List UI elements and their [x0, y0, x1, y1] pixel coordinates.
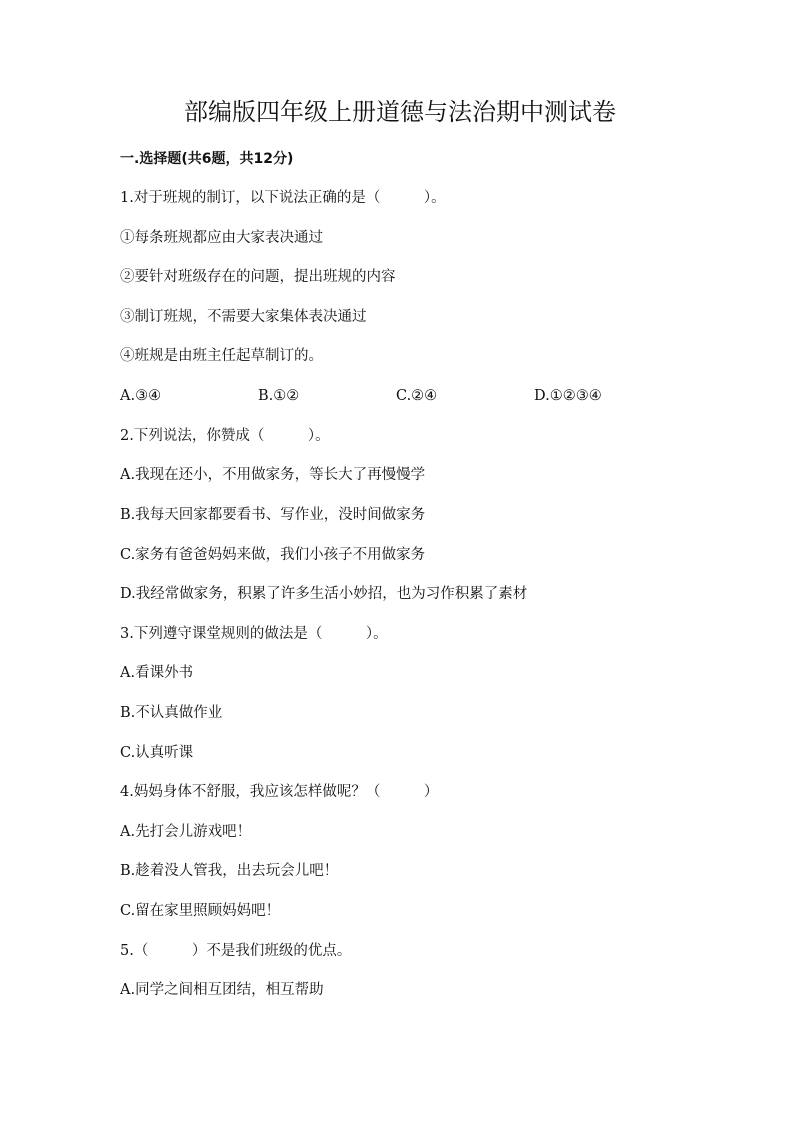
question-4-option-b: B.趁着没人管我，出去玩会儿吧！ — [120, 863, 339, 879]
question-1-statement-4: ④班规是由班主任起草制订的。 — [120, 348, 323, 364]
question-4-option-c: C.留在家里照顾妈妈吧！ — [120, 903, 281, 919]
question-1-option-c: C.②④ — [396, 388, 438, 404]
question-3-option-b: B.不认真做作业 — [120, 705, 223, 721]
question-5-option-a: A.同学之间相互团结，相互帮助 — [120, 982, 324, 998]
question-1-statement-3: ③制订班规，不需要大家集体表决通过 — [120, 309, 367, 325]
question-3-option-a: A.看课外书 — [120, 665, 194, 681]
page-title: 部编版四年级上册道德与法治期中测试卷 — [184, 98, 616, 126]
question-2-option-b: B.我每天回家都要看书、写作业，没时间做家务 — [120, 507, 426, 523]
section-heading: 一.选择题(共6题，共12分) — [120, 151, 294, 167]
question-4-stem: 4.妈妈身体不舒服，我应该怎样做呢？（ ） — [120, 784, 439, 800]
question-1-stem: 1.对于班规的制订，以下说法正确的是（ ）。 — [120, 190, 446, 206]
question-1-option-d: D.①②③④ — [534, 388, 602, 404]
question-1-statement-2: ②要针对班级存在的问题，提出班规的内容 — [120, 269, 396, 285]
question-1-option-b: B.①② — [258, 388, 300, 404]
question-1-option-a: A.③④ — [120, 388, 162, 404]
question-1-statement-1: ①每条班规都应由大家表决通过 — [120, 230, 323, 246]
question-2-option-d: D.我经常做家务，积累了许多生活小妙招，也为习作积累了素材 — [120, 586, 528, 602]
question-3-option-c: C.认真听课 — [120, 745, 194, 761]
question-2-option-a: A.我现在还小，不用做家务，等长大了再慢慢学 — [120, 467, 426, 483]
question-5-stem: 5.（ ）不是我们班级的优点。 — [120, 943, 352, 959]
question-4-option-a: A.先打会儿游戏吧！ — [120, 824, 252, 840]
question-3-stem: 3.下列遵守课堂规则的做法是（ ）。 — [120, 626, 388, 642]
question-2-option-c: C.家务有爸爸妈妈来做，我们小孩子不用做家务 — [120, 547, 426, 563]
question-2-stem: 2.下列说法，你赞成（ ）。 — [120, 428, 330, 444]
